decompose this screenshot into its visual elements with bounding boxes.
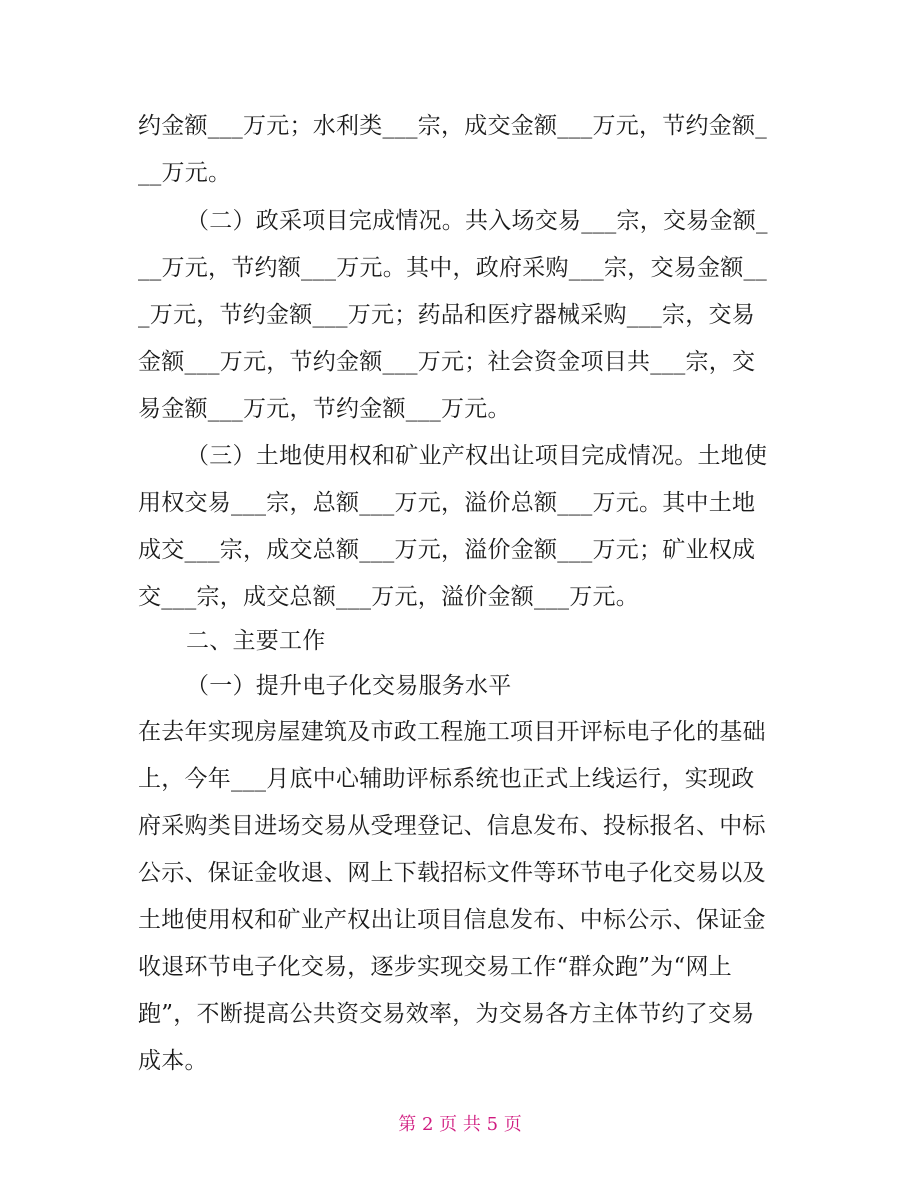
body-text-line: 成交___宗，成交总额___万元，溢价金额___万元；矿业权成	[138, 537, 756, 563]
subsection-heading-1: （一）提升电子化交易服务水平	[186, 673, 512, 699]
body-text-line: _万元，节约金额___万元；药品和医疗器械采购___宗，交易	[138, 302, 755, 328]
main-section-heading: 二、主要工作	[186, 628, 326, 654]
body-text-line: 收退环节电子化交易，逐步实现交易工作“群众跑”为“网上	[138, 954, 733, 980]
body-text-line: 上，今年___月底中心辅助评标系统也正式上线运行，实现政	[138, 766, 755, 792]
body-text-line: 成本。	[138, 1048, 208, 1074]
body-text-line: __万元。	[138, 160, 232, 186]
body-text-line: 金额___万元，节约金额___万元；社会资金项目共___宗，交	[138, 349, 756, 375]
body-text-line: 约金额___万元；水利类___宗，成交金额___万元，节约金额_	[138, 113, 767, 139]
body-text-line: __万元，节约额___万元。其中，政府采购___宗，交易金额__	[138, 255, 767, 281]
section-heading-2: （二）政采项目完成情况。共入场交易___宗，交易金额_	[186, 208, 768, 234]
body-text-line: 用权交易___宗，总额___万元，溢价总额___万元。其中土地	[138, 490, 756, 516]
body-text-line: 跑”，不断提高公共资交易效率，为交易各方主体节约了交易	[138, 1001, 755, 1027]
body-text-line: 在去年实现房屋建筑及市政工程施工项目开评标电子化的基础	[138, 719, 766, 745]
body-text-line: 公示、保证金收退、网上下载招标文件等环节电子化交易以及	[138, 860, 766, 886]
body-text-line: 府采购类目进场交易从受理登记、信息发布、投标报名、中标	[138, 813, 766, 839]
section-heading-3: （三）土地使用权和矿业产权出让项目完成情况。土地使	[186, 443, 768, 469]
body-text-line: 交___宗，成交总额___万元，溢价金额___万元。	[138, 584, 639, 610]
body-text-line: 易金额___万元，节约金额___万元。	[138, 396, 511, 422]
page-number-footer: 第 2 页 共 5 页	[398, 1114, 522, 1135]
body-text-line: 土地使用权和矿业产权出让项目信息发布、中标公示、保证金	[138, 907, 766, 933]
